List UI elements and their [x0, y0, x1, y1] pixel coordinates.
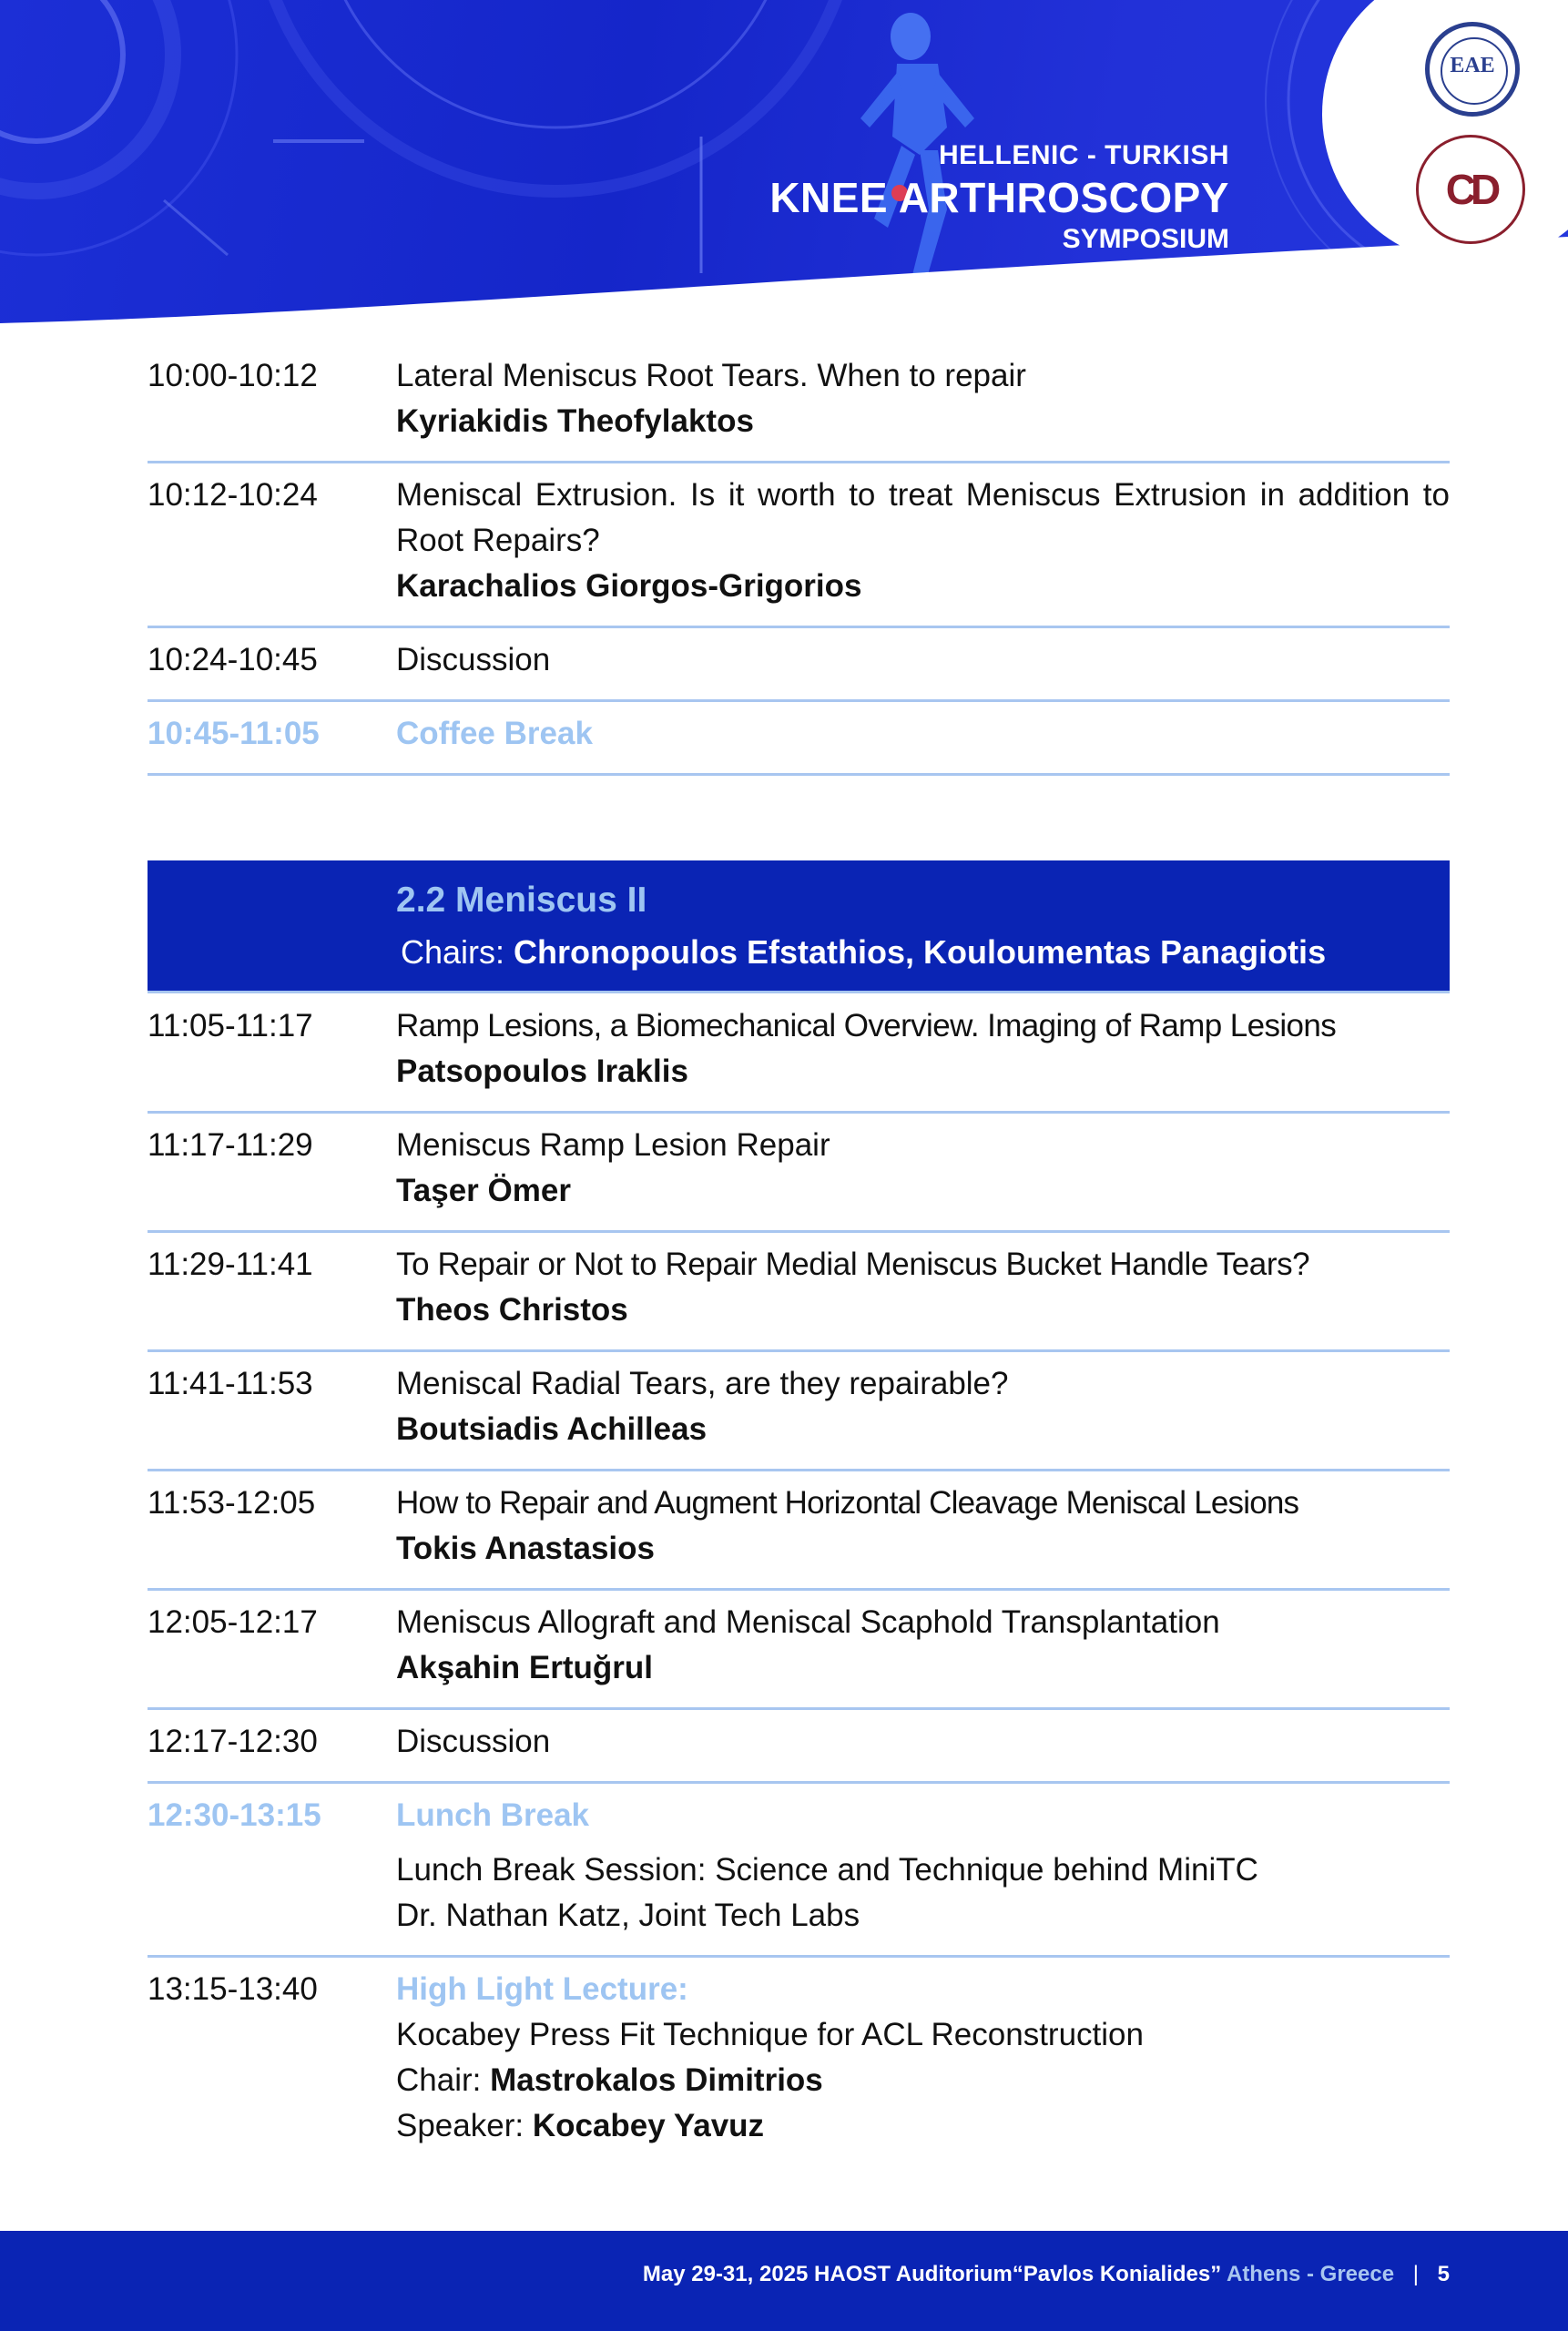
session-chairs-names: Chronopoulos Efstathios, Kouloumentas Panagiotis [514, 933, 1327, 971]
schedule-row [148, 994, 1450, 1114]
highlight-chair-name: Mastrokalos Dimitrios [490, 2062, 823, 2098]
turkish-society-logo: CD [1416, 135, 1525, 244]
page-number: 5 [1437, 2262, 1450, 2286]
row-title: Meniscal Extrusion. Is it worth to treat Meniscus Extrusion in addition to Root Repairs? [396, 477, 1450, 558]
session-title: 2.2 Meniscus II [396, 880, 647, 920]
schedule-row-highlight [148, 1958, 1450, 2165]
row-title: Lunch Break [396, 1797, 589, 1833]
lunch-session-title: Lunch Break Session: Science and Technique behind MiniTC [396, 1852, 1258, 1888]
highlight-speaker-label: Speaker: [396, 2108, 524, 2143]
schedule-row [148, 463, 1450, 628]
row-title: How to Repair and Augment Horizontal Cleavage Meniscal Lesions [396, 1485, 1299, 1521]
schedule-session [148, 994, 1450, 2165]
schedule-row [148, 1233, 1450, 1352]
row-speaker: Boutsiadis Achilleas [396, 1411, 708, 1447]
highlight-label: High Light Lecture: [396, 1971, 688, 2007]
row-speaker: Tokis Anastasios [396, 1531, 655, 1566]
row-title: Meniscus Ramp Lesion Repair [396, 1127, 830, 1163]
schedule-row [148, 344, 1450, 463]
schedule-row-lunch [148, 1784, 1450, 1958]
symposium-brand [769, 142, 1229, 253]
schedule-row [148, 1352, 1450, 1471]
schedule-row-break [148, 702, 1450, 776]
row-title: Meniscal Radial Tears, are they repairable? [396, 1366, 1009, 1401]
row-title: Meniscus Allograft and Meniscal Scaphold Transplantation [396, 1604, 1220, 1640]
row-time: 12:17-12:30 [148, 1724, 318, 1759]
brand-line-1: HELLENIC - TURKISH [939, 140, 1229, 170]
row-title: Discussion [396, 642, 551, 677]
highlight-title: Kocabey Press Fit Technique for ACL Reconstruction [396, 2017, 1144, 2052]
row-speaker: Theos Christos [396, 1292, 628, 1328]
row-time: 10:00-10:12 [148, 358, 318, 393]
row-time: 10:24-10:45 [148, 642, 318, 677]
page-footer [0, 2231, 1568, 2331]
row-title: Coffee Break [396, 716, 593, 751]
footer-date: May 29-31, 2025 [642, 2262, 809, 2286]
highlight-speaker-name: Kocabey Yavuz [532, 2108, 765, 2143]
brand-line-2: KNEE ARTHROSCOPY [769, 174, 1229, 221]
schedule-row [148, 1710, 1450, 1784]
schedule-row [148, 1591, 1450, 1710]
row-time: 11:05-11:17 [148, 1008, 313, 1043]
highlight-speaker [396, 2103, 1450, 2149]
row-time: 11:17-11:29 [148, 1127, 313, 1163]
session-chairs [401, 933, 1326, 972]
row-speaker: Akşahin Ertuğrul [396, 1650, 653, 1685]
schedule-row [148, 1114, 1450, 1233]
row-time: 11:53-12:05 [148, 1485, 316, 1521]
highlight-chair [396, 2058, 1450, 2103]
row-title: Ramp Lesions, a Biomechanical Overview. Imaging of Ramp Lesions [396, 1008, 1337, 1043]
footer-separator: | [1412, 2262, 1419, 2286]
schedule-row [148, 628, 1450, 702]
highlight-chair-label: Chair: [396, 2062, 482, 2098]
footer-text [643, 2262, 1450, 2287]
hellenic-society-logo: EAE [1425, 22, 1520, 117]
lunch-session-speaker: Dr. Nathan Katz, Joint Tech Labs [396, 1898, 860, 1933]
brand-line-3: SYMPOSIUM [1062, 224, 1229, 254]
row-time: 12:05-12:17 [148, 1604, 318, 1640]
row-title: Discussion [396, 1724, 551, 1759]
session-header [148, 860, 1450, 993]
row-time: 11:29-11:41 [148, 1247, 313, 1282]
row-title: Lateral Meniscus Root Tears. When to repair [396, 358, 1026, 393]
schedule-row [148, 1471, 1450, 1591]
row-speaker: Karachalios Giorgos-Grigorios [396, 568, 862, 604]
session-chairs-label: Chairs: [401, 933, 505, 971]
row-speaker: Patsopoulos Iraklis [396, 1054, 688, 1089]
row-time: 12:30-13:15 [148, 1797, 321, 1833]
row-time: 11:41-11:53 [148, 1366, 313, 1401]
row-time: 10:45-11:05 [148, 716, 320, 751]
row-speaker: Kyriakidis Theofylaktos [396, 403, 754, 439]
row-time: 10:12-10:24 [148, 477, 318, 513]
page-header [0, 0, 1568, 328]
footer-location: Athens - Greece [1226, 2262, 1395, 2286]
row-title: To Repair or Not to Repair Medial Meniscus Bucket Handle Tears? [396, 1247, 1310, 1282]
row-time: 13:15-13:40 [148, 1971, 318, 2007]
footer-venue: HAOST Auditorium“Pavlos Konialides” [814, 2262, 1222, 2286]
row-speaker: Taşer Ömer [396, 1173, 571, 1208]
schedule-top [148, 344, 1450, 776]
